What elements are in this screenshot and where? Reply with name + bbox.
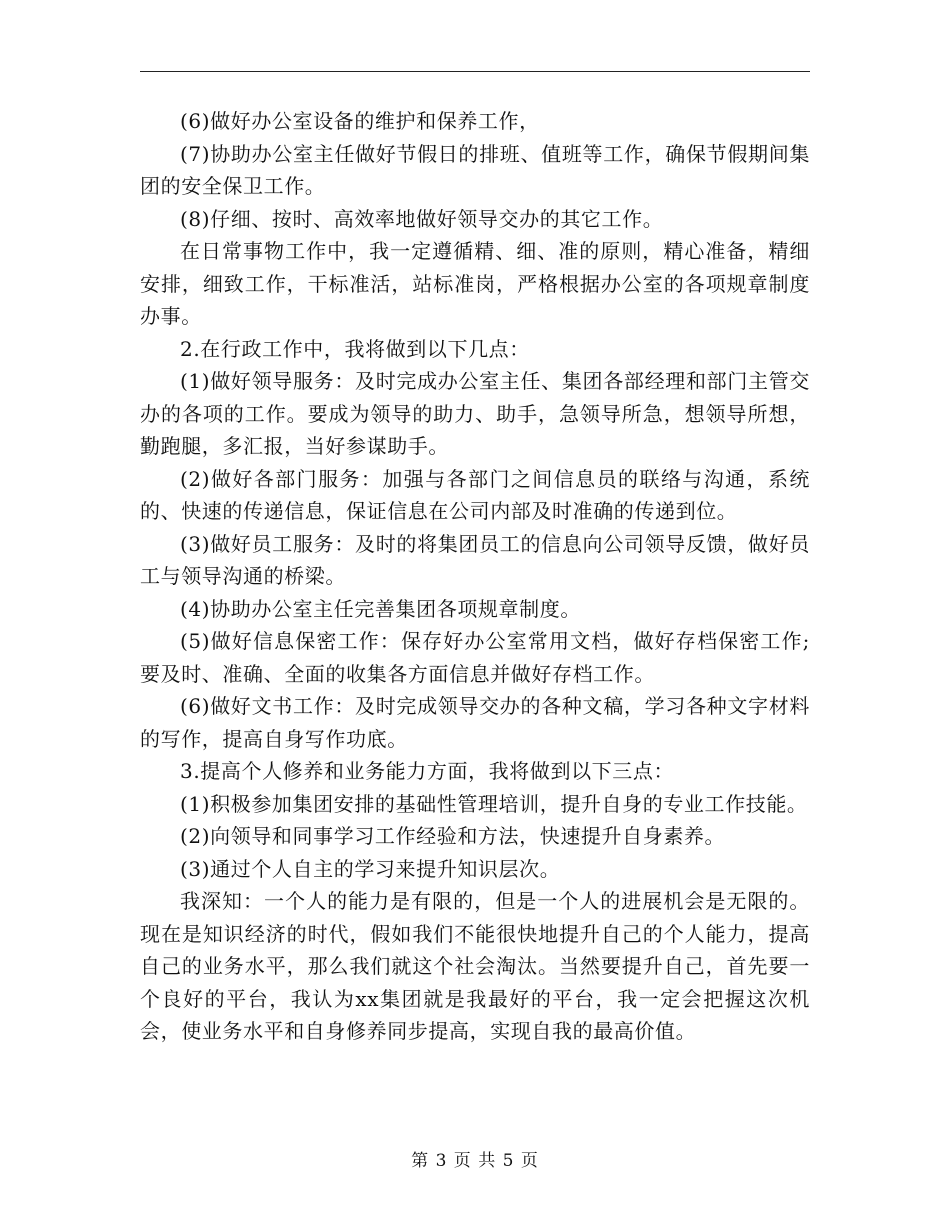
paragraph-conclusion: 我深知：一个人的能力是有限的，但是一个人的进展机会是无限的。现在是知识经济的时代，假如我们不能很快地提升自己的个人能力，提高自己的业务水平，那么我们就这个社会淘汰。当然要提升自己，首先要一个良好的平台，我认为xx集团就是我最好的平台，我一定会把握这次机会，使业务水平和自身修养同步提高，实现自我的最高价值。 (140, 889, 810, 1043)
section-heading-self-improvement: 3.提高个人修养和业务能力方面，我将做到以下三点： (180, 759, 675, 783)
paragraph-item-6-maintenance: (6)做好办公室设备的维护和保养工作， (180, 109, 540, 133)
paragraph-daily-affairs: 在日常事物工作中，我一定遵循精、细、准的原则，精心准备，精细安排，细致工作，干标准活，站标准岗，严格根据办公室的各项规章制度办事。 (140, 239, 810, 328)
paragraph-item-8-other-tasks: (8)仔细、按时、高效率地做好领导交办的其它工作。 (180, 206, 664, 231)
paragraph-learn-from-colleagues: (2)向领导和同事学习工作经验和方法，快速提升自身素养。 (180, 824, 726, 848)
paragraph-department-service: (2)做好各部门服务：加强与各部门之间信息员的联络与沟通，系统的、快速的传递信息，保证信息在公司内部及时准确的传递到位。 (140, 466, 810, 523)
paragraph-training: (1)积极参加集团安排的基础性管理培训，提升自身的专业工作技能。 (180, 791, 808, 816)
paragraph-leader-service: (1)做好领导服务：及时完成办公室主任、集团各部经理和部门主管交办的各项的工作。要成为领导的助力、助手，急领导所急，想领导所想，勤跑腿，多汇报，当好参谋助手。 (140, 369, 810, 458)
section-heading-administrative: 2.在行政工作中，我将做到以下几点： (180, 336, 530, 361)
paragraph-item-7-holiday-duty: (7)协助办公室主任做好节假日的排班、值班等工作，确保节假期间集团的安全保卫工作。 (140, 141, 810, 198)
paragraph-self-study: (3)通过个人自主的学习来提升知识层次。 (180, 856, 561, 881)
paragraph-regulations: (4)协助办公室主任完善集团各项规章制度。 (180, 596, 581, 621)
page-number: 第 3 页 共 5 页 (411, 1151, 539, 1171)
paragraph-confidentiality: (5)做好信息保密工作：保存好办公室常用文档，做好存档保密工作;要及时、准确、全面的收集各方面信息并做好存档工作。 (140, 629, 810, 686)
paragraph-staff-service: (3)做好员工服务：及时的将集团员工的信息向公司领导反馈，做好员工与领导沟通的桥梁。 (140, 531, 810, 588)
header-rule (140, 71, 810, 72)
paragraph-documents: (6)做好文书工作：及时完成领导交办的各种文稿，学习各种文字材料的写作，提高自身写作功底。 (140, 694, 810, 751)
document-body (140, 105, 810, 1048)
